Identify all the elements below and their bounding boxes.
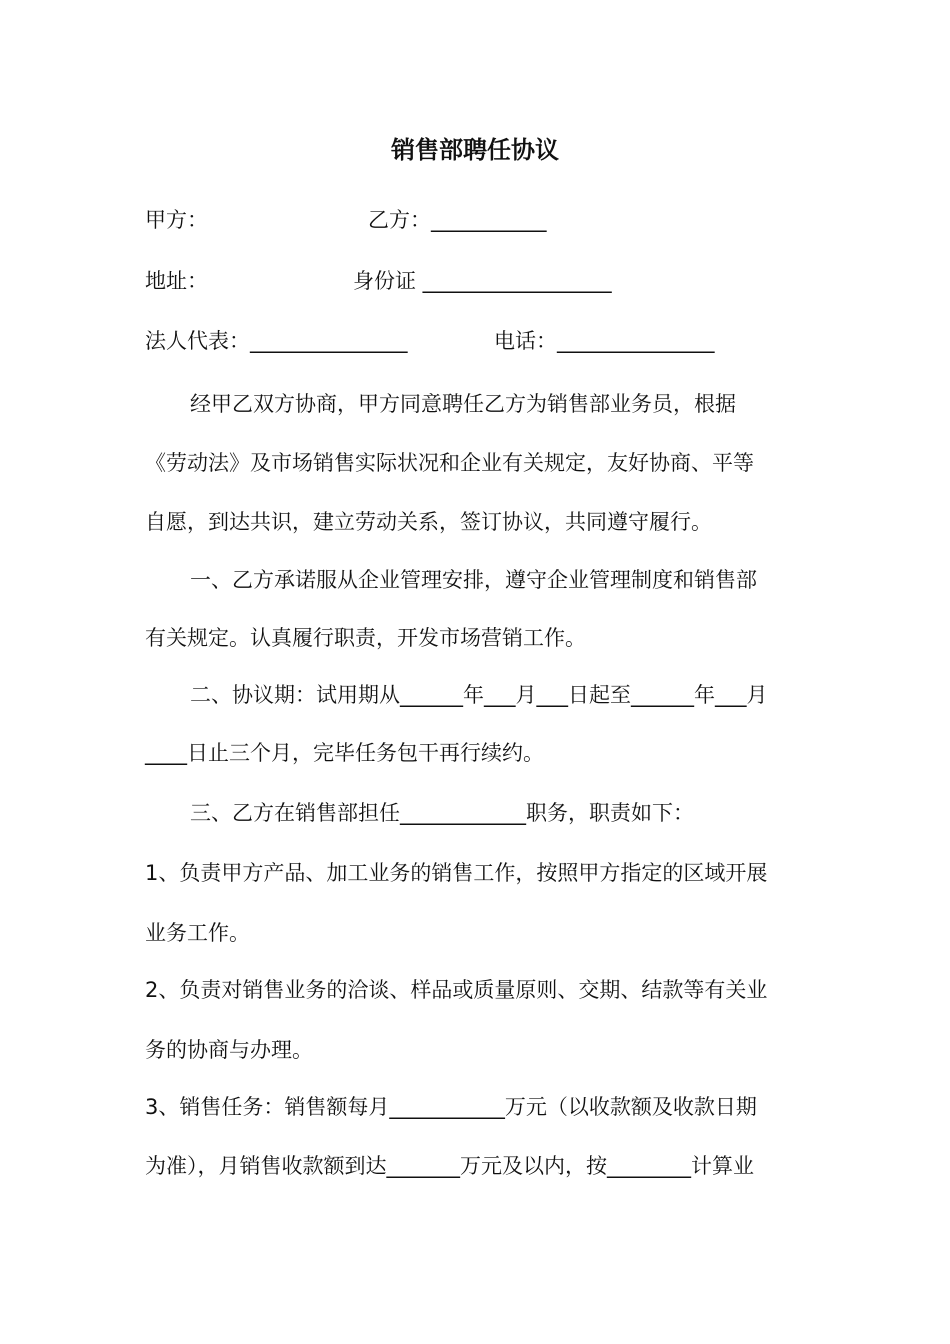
duty-item-line: 2、负责对销售业务的洽谈、样品或质量原则、交期、结款等有关业 xyxy=(145,978,768,1002)
document-title: 销售部聘任协议 xyxy=(391,136,559,164)
duty-item-line: 业务工作。 xyxy=(145,921,250,945)
party-b-label: 乙方：___________ xyxy=(368,208,547,232)
duty-item-line: 1、负责甲方产品、加工业务的销售工作，按照甲方指定的区域开展 xyxy=(145,861,768,885)
duty-item-line: 3、销售任务：销售额每月___________万元（以收款额及收款日期 xyxy=(145,1095,757,1119)
address-label: 地址： xyxy=(145,269,208,293)
clause-three-line: 三、乙方在销售部担任____________职务，职责如下： xyxy=(190,801,694,825)
clause-one-line: 一、乙方承诺服从企业管理安排，遵守企业管理制度和销售部 xyxy=(190,568,757,592)
clause-two-line: ____日止三个月，完毕任务包干再行续约。 xyxy=(145,741,544,765)
paragraph-line: 经甲乙双方协商，甲方同意聘任乙方为销售部业务员，根据 xyxy=(190,392,736,416)
legal-representative-label: 法人代表：_______________ xyxy=(145,329,408,353)
clause-one-line: 有关规定。认真履行职责，开发市场营销工作。 xyxy=(145,626,586,650)
id-card-label: 身份证 __________________ xyxy=(353,269,612,293)
duty-item-line: 务的协商与办理。 xyxy=(145,1038,313,1062)
clause-two-line: 二、协议期：试用期从______年___月___日起至______年___月 xyxy=(190,683,768,707)
paragraph-line: 《劳动法》及市场销售实际状况和企业有关规定，友好协商、平等 xyxy=(145,451,754,475)
duty-item-line: 为准），月销售收款额到达_______万元及以内，按________计算业 xyxy=(145,1154,754,1178)
phone-label: 电话：_______________ xyxy=(494,329,715,353)
paragraph-line: 自愿，到达共识，建立劳动关系，签订协议，共同遵守履行。 xyxy=(145,510,712,534)
party-a-label: 甲方： xyxy=(145,208,208,232)
